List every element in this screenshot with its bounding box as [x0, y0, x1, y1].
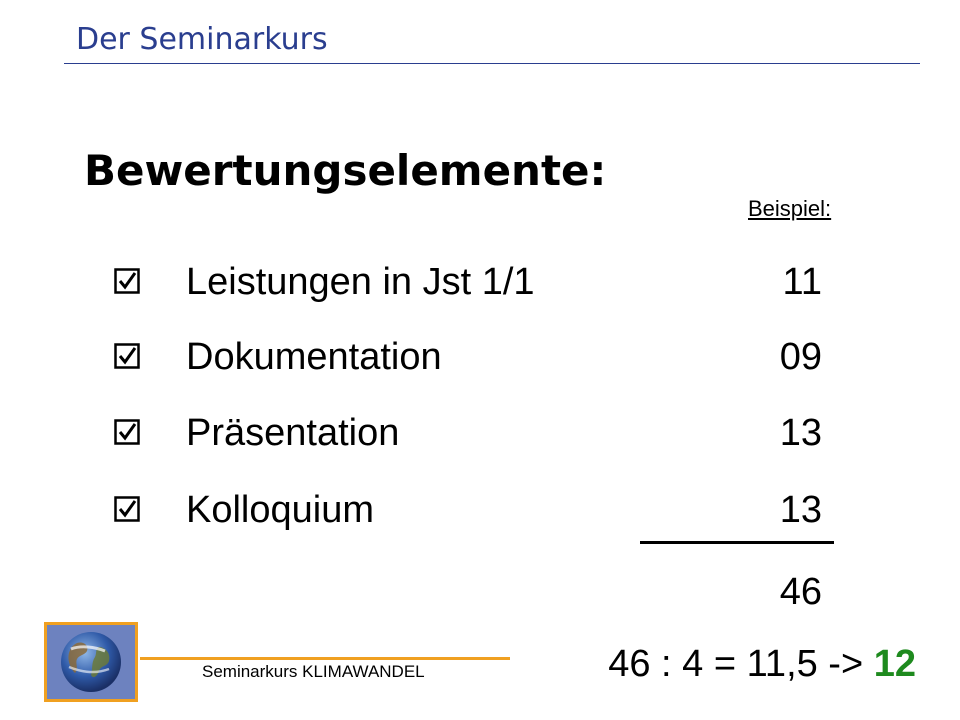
- checkbox-checked-icon: [114, 268, 140, 294]
- example-label: Beispiel:: [748, 196, 832, 221]
- item-label: Dokumentation: [186, 336, 442, 378]
- checkbox-checked-icon: [114, 343, 140, 369]
- item-value: 13: [779, 489, 822, 531]
- checkbox-checked-icon: [114, 496, 140, 522]
- item-value: 11: [782, 261, 822, 303]
- main-heading: Bewertungselemente:: [84, 146, 607, 195]
- sum-divider: [640, 541, 834, 544]
- total-value: 46: [779, 571, 822, 613]
- item-value: 13: [779, 412, 822, 454]
- list-item: [0, 486, 960, 534]
- footer-divider: [140, 657, 510, 660]
- header-divider: [64, 63, 920, 64]
- item-label: Leistungen in Jst 1/1: [186, 261, 535, 303]
- calculation-result: 12: [873, 643, 916, 685]
- checkbox-checked-icon: [114, 419, 140, 445]
- item-label: Präsentation: [186, 412, 400, 454]
- calculation: [608, 640, 916, 688]
- header-title: Der Seminarkurs: [76, 22, 328, 57]
- calculation-expression: 46 : 4 = 11,5 ->: [608, 643, 874, 685]
- list-item: [0, 258, 960, 306]
- list-item: [0, 333, 960, 381]
- footer-text: Seminarkurs KLIMAWANDEL: [202, 662, 425, 681]
- logo: [44, 622, 138, 702]
- item-label: Kolloquium: [186, 489, 374, 531]
- earth-globe-icon: [47, 625, 135, 699]
- list-item: [0, 409, 960, 457]
- item-value: 09: [779, 336, 822, 378]
